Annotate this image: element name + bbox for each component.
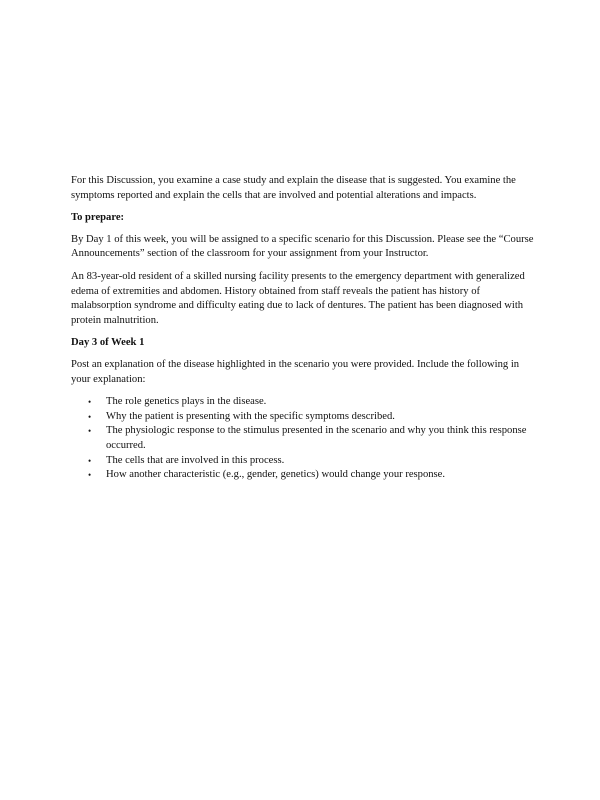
bullet-icon: • (88, 426, 92, 437)
list-item (71, 395, 541, 410)
requirements-list (71, 395, 541, 483)
document-page (71, 174, 541, 483)
prepare-paragraph: By Day 1 of this week, you will be assigned to a specific scenario for this Discussion. Please see the “Course Announcements” section of the classroom for your assignment from your Instructor. (71, 233, 534, 260)
list-item-text: The cells that are involved in this process. (106, 454, 285, 466)
list-item (71, 468, 541, 483)
bullet-icon: • (88, 455, 92, 466)
day3-heading: Day 3 of Week 1 (71, 337, 145, 349)
bullet-icon: • (88, 411, 92, 422)
bullet-icon: • (88, 470, 92, 481)
list-item (71, 454, 541, 469)
intro-paragraph: For this Discussion, you examine a case study and explain the disease that is suggested. You examine the symptoms reported and explain the cells that are involved and potential alterations and impacts. (71, 175, 516, 201)
list-item-text: The role genetics plays in the disease. (106, 396, 267, 408)
list-item-text: The physiologic response to the stimulus presented in the scenario and why you think this response occurred. (106, 425, 527, 451)
list-item-text: How another characteristic (e.g., gender, genetics) would change your response. (106, 469, 446, 481)
to-prepare-heading: To prepare: (71, 212, 125, 224)
day3-paragraph: Post an explanation of the disease highlighted in the scenario you were provided. Include the following in your explanation: (71, 358, 520, 385)
list-item (71, 424, 541, 453)
bullet-icon: • (88, 397, 92, 408)
list-item-text: Why the patient is presenting with the specific symptoms described. (106, 410, 395, 422)
list-item (71, 410, 541, 425)
scenario-paragraph: An 83-year-old resident of a skilled nursing facility presents to the emergency department with generalized edema of extremities and abdomen. History obtained from staff reveals the patient has history of malabsorption syndrome and difficulty eating due to lack of dentures. The patient has been diagnosed with protein malnutrition. (71, 270, 525, 326)
